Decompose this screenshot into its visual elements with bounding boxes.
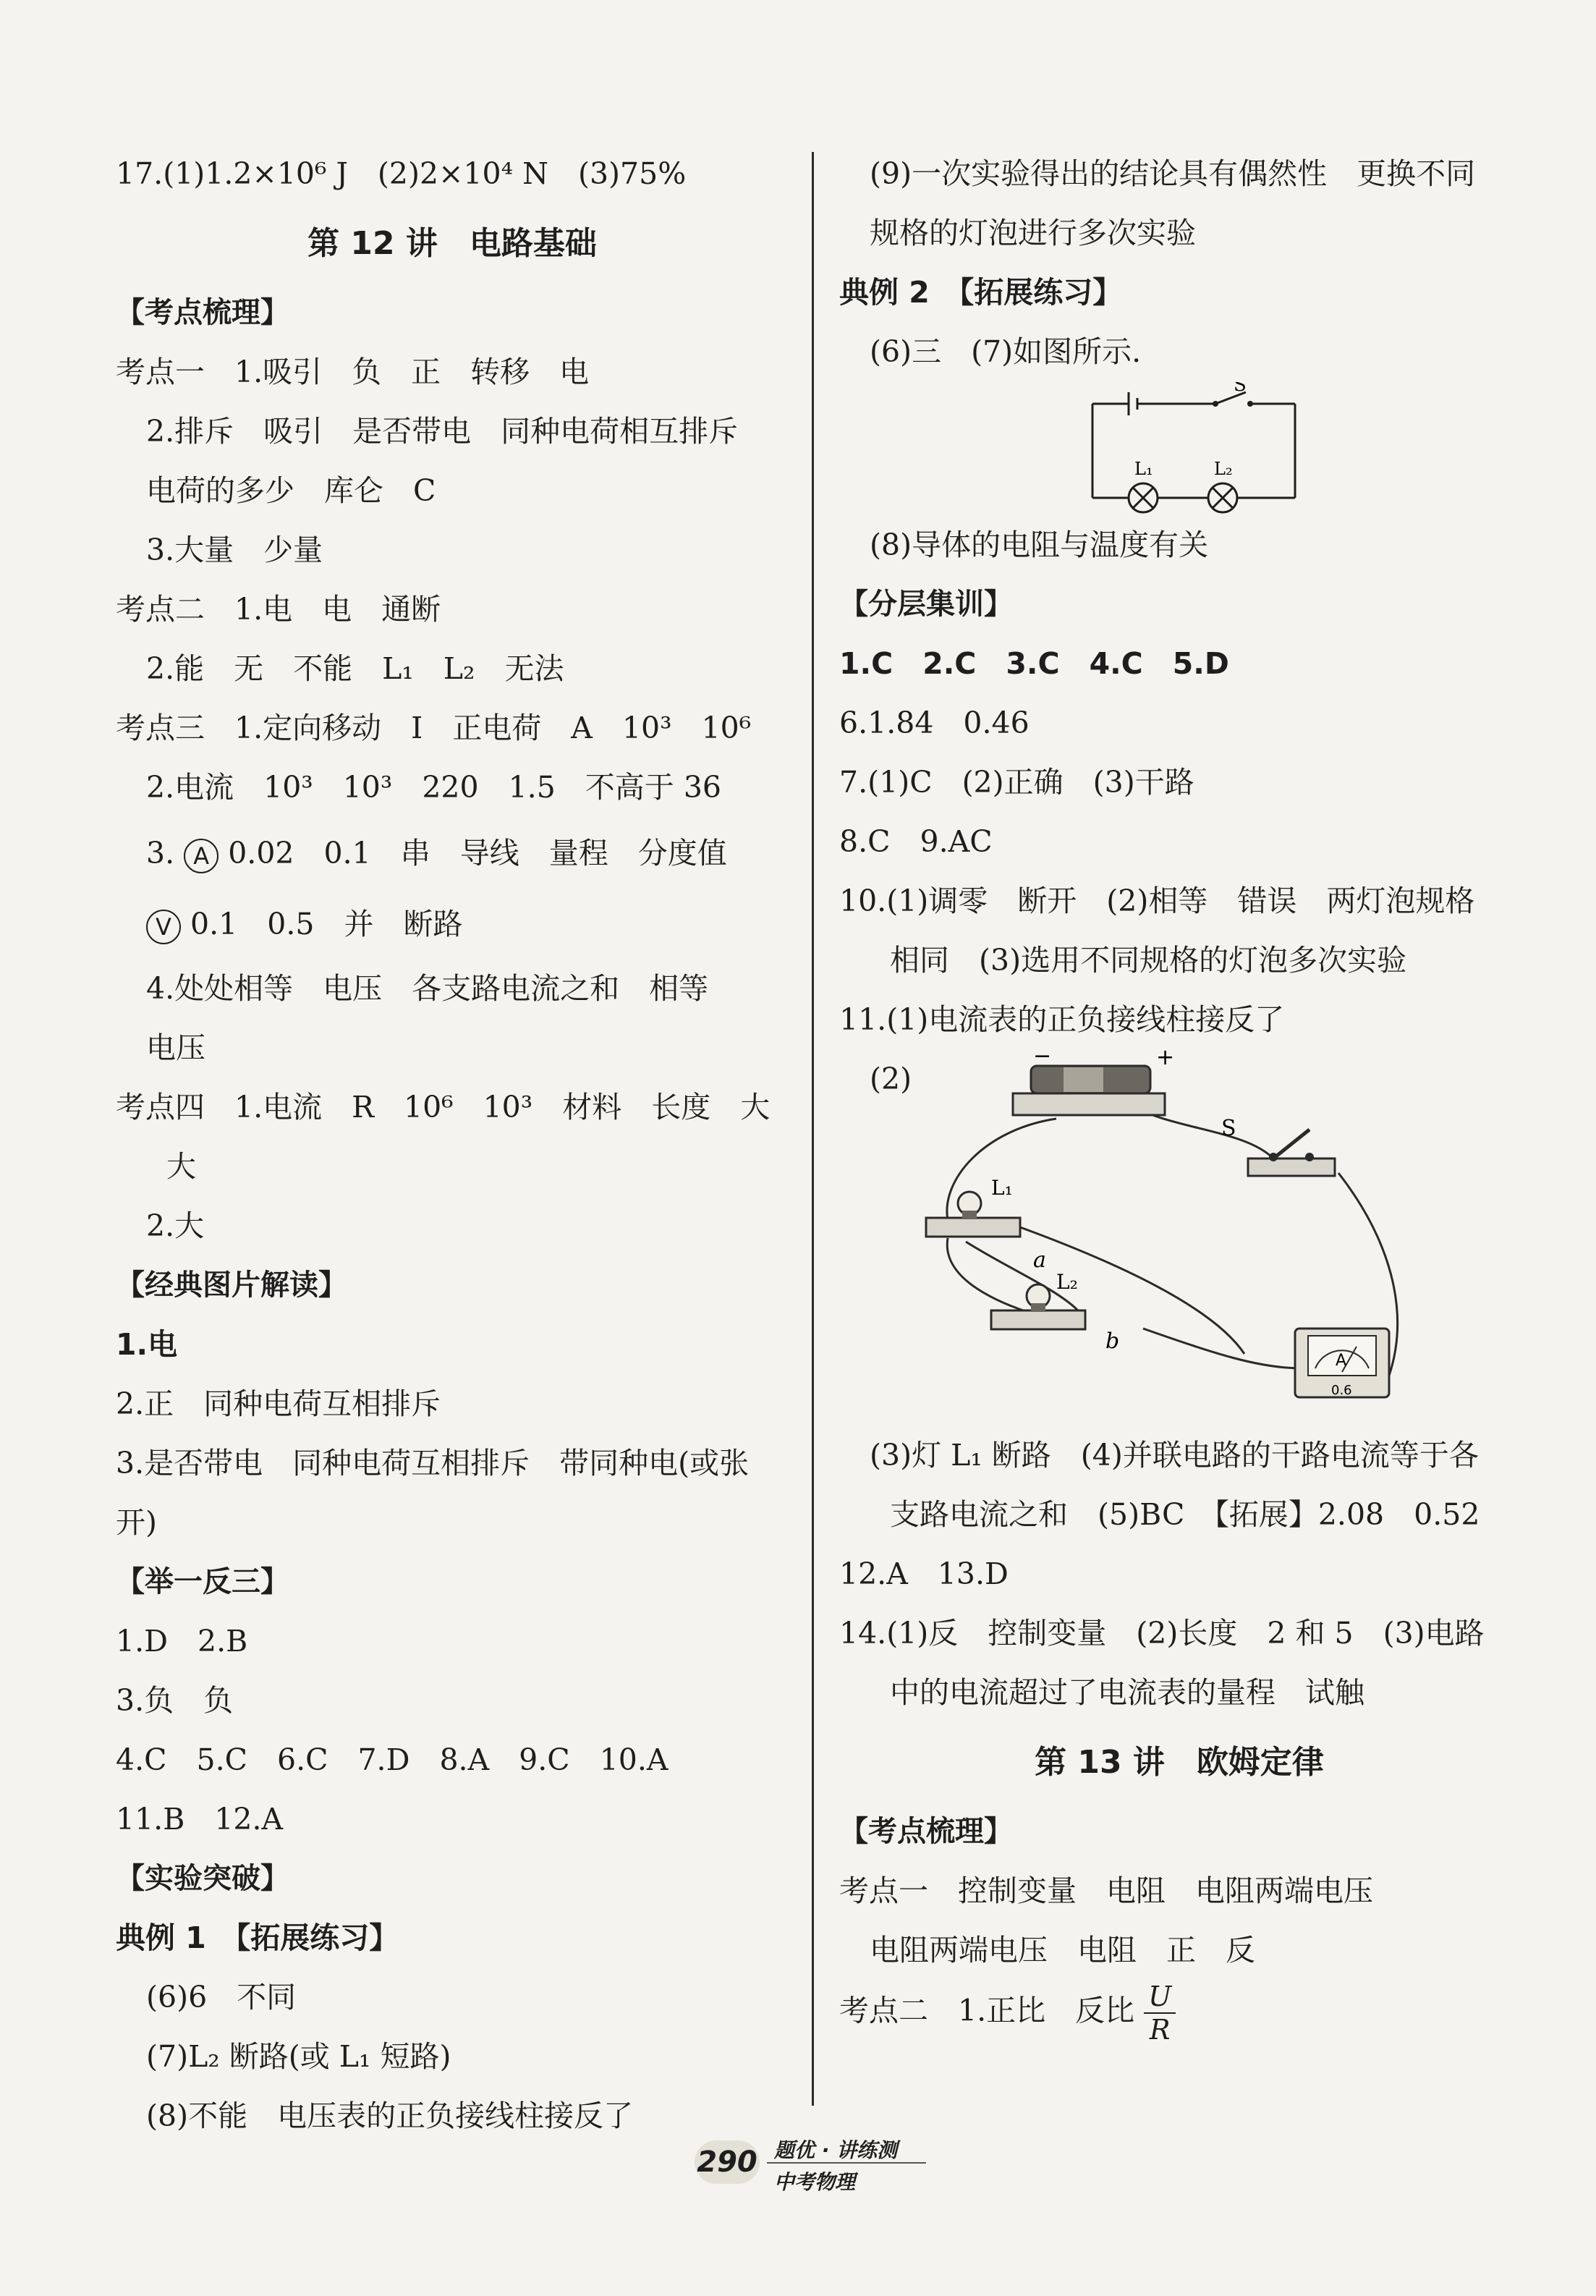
layer-answers-3: 7.(1)C (2)正确 (3)干路 — [839, 765, 1194, 800]
point-2-line-1: 考点二 1.电 电 通断 — [116, 592, 441, 627]
layer-answers-2: 6.1.84 0.46 — [839, 706, 1030, 740]
fraction-numerator: U — [1144, 1981, 1176, 2014]
point-2-line-2: 2.能 无 不能 L₁ L₂ 无法 — [146, 651, 564, 686]
fraction-denominator: R — [1149, 2014, 1171, 2046]
lamp-l2-label: L₂ — [1214, 459, 1233, 479]
practice-answers-2: 3.负 负 — [116, 1683, 234, 1718]
layer-answers-1: 1.C 2.C 3.C 4.C 5.D — [839, 646, 1229, 681]
practice-answers-3: 4.C 5.C 6.C 7.D 8.A 9.C 10.A — [116, 1742, 668, 1777]
series-circuit-diagram — [839, 382, 1519, 516]
section-heading: 【分层集训】 — [839, 588, 1013, 621]
point-3-line-3-text: 0.02 0.1 串 导线 量程 分度值 — [228, 836, 727, 870]
point-3-line-3 — [116, 818, 789, 889]
ohm-point-1-line-2: 电阻两端电压 电阻 正 反 — [870, 1933, 1255, 1967]
example-1-line-1: (6)6 不同 — [146, 1980, 297, 2015]
layer-answers-11: 12.A 13.D — [839, 1556, 1009, 1591]
practice-answers-1: 1.D 2.B — [116, 1624, 248, 1659]
section-heading: 【实验突破】 — [116, 1862, 289, 1895]
switch-s-label: S — [1221, 1116, 1236, 1141]
wire-a-label: a — [1033, 1247, 1046, 1273]
section-heading: 【经典图片解读】 — [116, 1268, 347, 1302]
switch-icon — [1248, 1130, 1335, 1176]
footer-rule — [767, 2162, 926, 2164]
point-1-line-2: 2.排斥 吸引 是否带电 同种电荷相互排斥 — [146, 414, 739, 449]
point-1-line-4: 3.大量 少量 — [146, 533, 323, 567]
answer-17: 17.(1)1.2×10⁶ J (2)2×10⁴ N (3)75% — [116, 156, 687, 191]
ammeter-range-label: 0.6 — [1331, 1383, 1352, 1398]
lamp-l2-label: L₂ — [1056, 1270, 1078, 1294]
lecture-13-title: 第 13 讲 欧姆定律 — [1035, 1744, 1324, 1781]
voltmeter-symbol-icon: V — [146, 910, 181, 944]
page-number: 290 — [695, 2140, 760, 2184]
example-1-line-4: (9)一次实验得出的结论具有偶然性 更换不同 — [870, 156, 1476, 191]
layer-answers-12: 14.(1)反 控制变量 (2)长度 2 和 5 (3)电路 — [839, 1616, 1485, 1651]
point-4-line-3: 2.大 — [146, 1208, 205, 1243]
battery-minus-label: − — [1033, 1050, 1052, 1069]
figure-answer-2: 2.正 同种电荷互相排斥 — [116, 1386, 441, 1421]
layer-answers-9: (3)灯 L₁ 断路 (4)并联电路的干路电流等于各 — [870, 1438, 1479, 1473]
layer-answers-4: 8.C 9.AC — [839, 824, 993, 859]
example-1-line-2: (7)L₂ 断路(或 L₁ 短路) — [146, 2039, 451, 2074]
page-footer — [695, 2135, 941, 2200]
point-3-line-4-text: 0.1 0.5 并 断路 — [190, 907, 463, 941]
section-heading: 【举一反三】 — [116, 1565, 289, 1598]
layer-answers-6: 相同 (3)选用不同规格的灯泡多次实验 — [890, 943, 1407, 978]
battery-plus-label: + — [1156, 1050, 1175, 1070]
example-1-line-3: (8)不能 电压表的正负接线柱接反了 — [146, 2098, 634, 2133]
section-heading: 【考点梳理】 — [116, 296, 289, 329]
point-3-line-2: 2.电流 10³ 10³ 220 1.5 不高于 36 — [146, 770, 721, 805]
example-2-line-2: (8)导体的电阻与温度有关 — [870, 528, 1209, 562]
figure-answer-3: 3.是否带电 同种电荷互相排斥 带同种电(或张 — [116, 1446, 750, 1480]
point-3-line-4 — [116, 889, 789, 960]
series-circuit-svg — [839, 382, 1519, 516]
layer-answers-13: 中的电流超过了电流表的量程 试触 — [890, 1675, 1364, 1710]
figure-answer-1: 1.电 — [116, 1327, 178, 1362]
left-column — [116, 145, 789, 2146]
point-3-line-6: 电压 — [146, 1030, 205, 1065]
lamp-l1-label: L₁ — [1134, 459, 1153, 479]
lamp-l1-label: L₁ — [991, 1176, 1013, 1200]
switch-contact — [1247, 401, 1253, 407]
ohm-fraction — [1144, 1981, 1176, 2046]
layer-answers-7: 11.(1)电流表的正负接线柱接反了 — [839, 1002, 1285, 1037]
ammeter-letter: A — [1336, 1352, 1347, 1370]
example-2-heading: 典例 2 【拓展练习】 — [839, 275, 1123, 310]
layer-answers-10: 支路电流之和 (5)BC 【拓展】2.08 0.52 — [890, 1497, 1480, 1532]
switch-pivot — [1213, 401, 1218, 407]
battery-box-icon — [1013, 1066, 1165, 1115]
example-2-line-1: (6)三 (7)如图所示. — [870, 334, 1142, 369]
switch-label: S — [1234, 382, 1247, 396]
section-heading: 【考点梳理】 — [839, 1815, 1013, 1848]
figure-answer-3-cont: 开) — [116, 1505, 157, 1540]
ohm-point-1-line-1: 考点一 控制变量 电阻 电阻两端电压 — [839, 1873, 1373, 1908]
point-3-line-1: 考点三 1.定向移动 I 正电荷 A 10³ 10⁶ — [116, 711, 752, 745]
lecture-12-title: 第 12 讲 电路基础 — [307, 225, 597, 262]
layer-answers-5: 10.(1)调零 断开 (2)相等 错误 两灯泡规格 — [839, 884, 1475, 918]
practice-answers-4: 11.B 12.A — [116, 1802, 284, 1837]
right-column — [839, 145, 1519, 2053]
ohm-point-2-line-1 — [839, 1981, 1519, 2053]
book-series-title: 题优 · 讲练测 — [774, 2138, 898, 2162]
ammeter-symbol-icon: A — [184, 839, 218, 873]
item-number: 3. — [146, 836, 175, 870]
point-1-line-3: 电荷的多少 库仑 C — [146, 473, 436, 508]
parallel-circuit-svg — [839, 1050, 1519, 1426]
example-1-line-5: 规格的灯泡进行多次实验 — [870, 216, 1196, 250]
layer-answers-8: (2) — [870, 1062, 912, 1096]
point-3-line-5: 4.处处相等 电压 各支路电流之和 相等 — [146, 971, 709, 1006]
point-4-line-2: 大 — [166, 1149, 196, 1184]
wire-b-label: b — [1105, 1329, 1120, 1354]
book-subject-title: 中考物理 — [774, 2170, 856, 2194]
ohm-point-2-text: 考点二 1.正比 反比 — [839, 1993, 1135, 2028]
point-1-line-1: 考点一 1.吸引 负 正 转移 电 — [116, 355, 590, 389]
example-1-heading: 典例 1 【拓展练习】 — [116, 1920, 399, 1955]
point-4-line-1: 考点四 1.电流 R 10⁶ 10³ 材料 长度 大 — [116, 1090, 771, 1124]
parallel-circuit-figure — [839, 1050, 1519, 1426]
column-divider — [812, 152, 814, 2106]
